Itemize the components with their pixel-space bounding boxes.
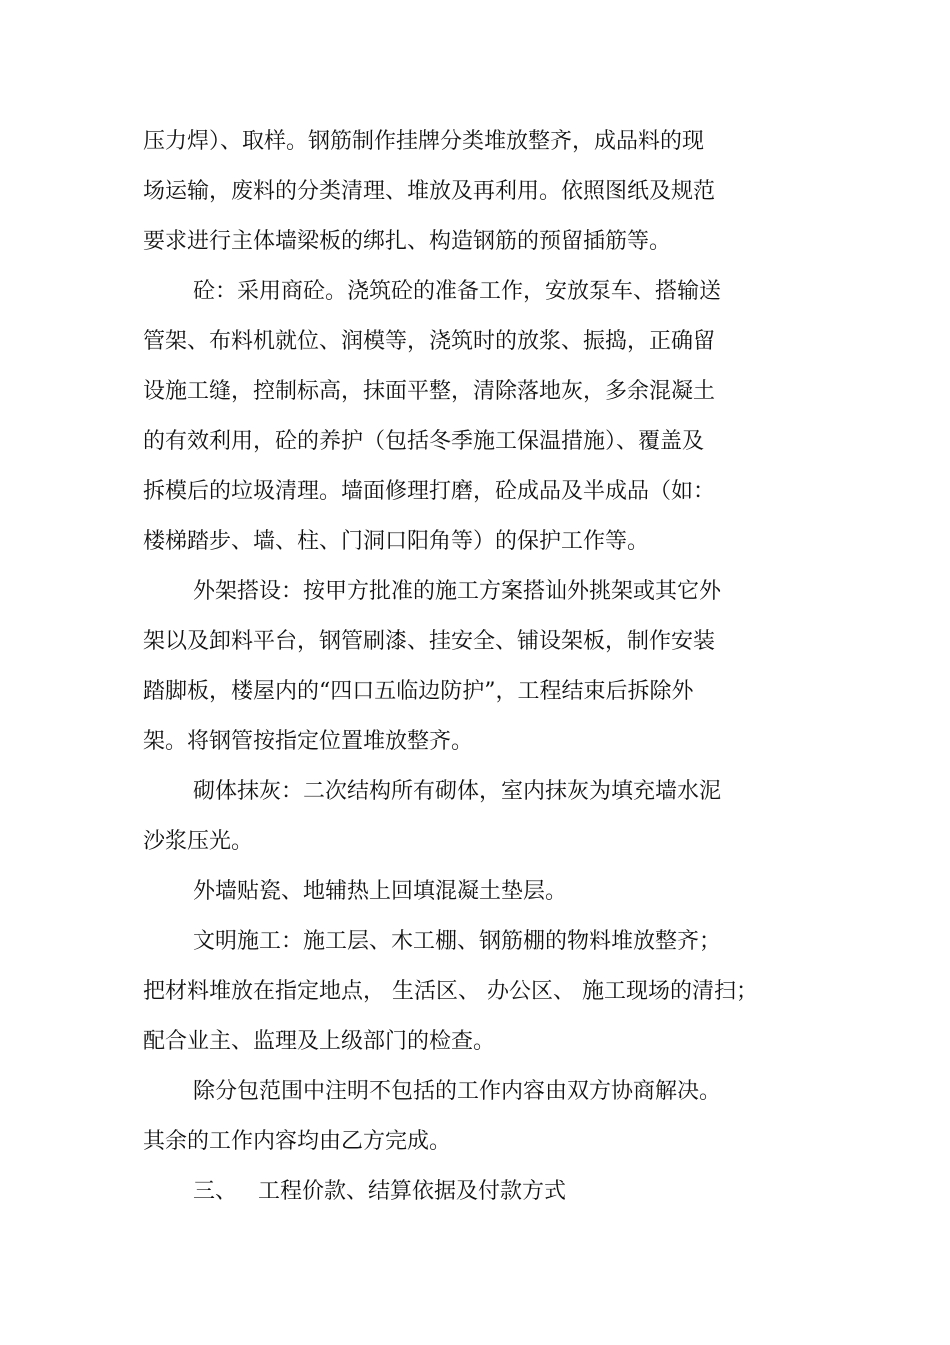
text-line: 压力焊）、取样。钢筋制作挂牌分类堆放整齐，成品料的现 [143,129,705,154]
text-line: 沙浆压光。 [143,829,254,854]
text-line: 的有效利用，砼的养护（包括冬季施工保温措施）、覆盖及 [143,429,705,454]
paragraph-start-line: 砼：采用商砼。浇筑砼的准备工作，安放泵车、搭输送 [193,279,722,304]
text-line: 其余的工作内容均由乙方完成。 [143,1129,452,1154]
text-line: 拆模后的垃圾清理。墙面修理打磨，砼成品及半成品（如： [143,479,716,504]
text-line: 架以及卸料平台，钢管刷漆、挂安全、铺设架板，制作安装 [143,629,716,654]
text-line: 场运输，废料的分类清理、堆放及再利用。依照图纸及规范 [143,179,716,204]
paragraph-start-line: 砌体抹灰：二次结构所有砌体，室内抹灰为填充墙水泥 [193,779,722,804]
section-heading: 三、 工程价款、结算依据及付款方式 [193,1179,566,1204]
paragraph-start-line: 外架搭设：按甲方批准的施工方案搭讪外挑架或其它外 [193,579,722,604]
paragraph-start-line: 外墙贴瓷、地辅热上回填混凝土垫层。 [193,879,568,904]
text-line: 把材料堆放在指定地点， 生活区、 办公区、 施工现场的清扫； [143,979,758,1004]
paragraph-start-line: 除分包范围中注明不包括的工作内容由双方协商解决。 [193,1079,722,1104]
text-line: 管架、布料机就位、润模等，浇筑时的放浆、振捣，正确留 [143,329,716,354]
text-line: 设施工缝，控制标高，抹面平整，清除落地灰，多余混凝土 [143,379,716,404]
text-line: 楼梯踏步、墙、柱、门洞口阳角等）的保护工作等。 [143,529,650,554]
text-line: 配合业主、监理及上级部门的检查。 [143,1029,496,1054]
paragraph-start-line: 文明施工：施工层、木工棚、钢筋棚的物料堆放整齐； [193,929,722,954]
text-line: 架。将钢管按指定位置堆放整齐。 [143,729,474,754]
text-line: 要求进行主体墙梁板的绑扎、构造钢筋的预留插筋等。 [143,229,672,254]
text-line: 踏脚板，楼屋内的“四口五临边防护”，工程结束后拆除外 [143,679,694,704]
